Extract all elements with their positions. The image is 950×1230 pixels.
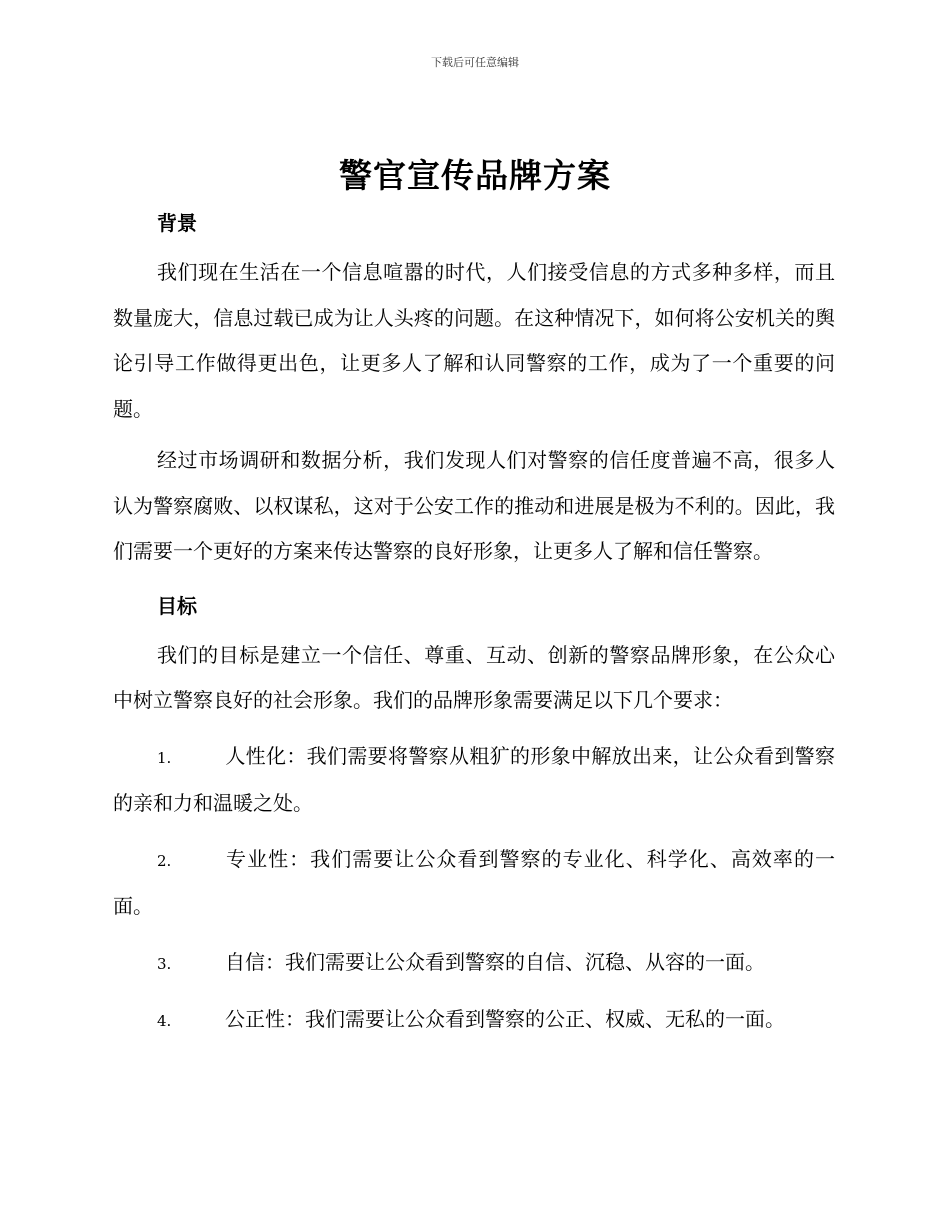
- document-title: 警官宣传品牌方案: [339, 156, 611, 195]
- section-heading-goal: 目标: [157, 593, 197, 618]
- goal-intro-paragraph: 我们的目标是建立一个信任、尊重、互动、创新的警察品牌形象，在公众心中树立警察良好的社会形象。我们的品牌形象需要满足以下几个要求：: [113, 642, 835, 712]
- list-item: [113, 837, 835, 930]
- list-item-number: 2.: [157, 851, 172, 870]
- background-paragraph-1: 我们现在生活在一个信息喧嚣的时代，人们接受信息的方式多种多样，而且数量庞大，信息过载已成为让人头疼的问题。在这种情况下，如何将公安机关的舆论引导工作做得更出色，让更多人了解和认同警察的工作，成为了一个重要的问题。: [113, 260, 835, 421]
- list-item-number: 3.: [157, 954, 172, 973]
- list-item-text: 人性化：我们需要将警察从粗犷的形象中解放出来，让公众看到警察的亲和力和温暖之处。: [113, 743, 835, 815]
- list-item-number: 4.: [157, 1012, 172, 1030]
- list-item-text: 自信：我们需要让公众看到警察的自信、沉稳、从容的一面。: [225, 949, 765, 974]
- list-item: [113, 997, 835, 1045]
- header-note: 下载后可任意编辑: [431, 56, 519, 69]
- document-body: [113, 206, 835, 1045]
- background-paragraph-2: 经过市场调研和数据分析，我们发现人们对警察的信任度普遍不高，很多人认为警察腐败、以权谋私，这对于公安工作的推动和进展是极为不利的。因此，我们需要一个更好的方案来传达警察的良好形象，让更多人了解和信任警察。: [113, 448, 835, 563]
- list-item: [113, 940, 835, 988]
- list-item-text: 专业性：我们需要让公众看到警察的专业化、科学化、高效率的一面。: [113, 846, 835, 918]
- section-heading-background: 背景: [157, 211, 197, 235]
- list-item-number: 1.: [157, 748, 172, 767]
- list-item-text: 公正性：我们需要让公众看到警察的公正、权威、无私的一面。: [225, 1007, 785, 1031]
- list-item: [113, 734, 835, 827]
